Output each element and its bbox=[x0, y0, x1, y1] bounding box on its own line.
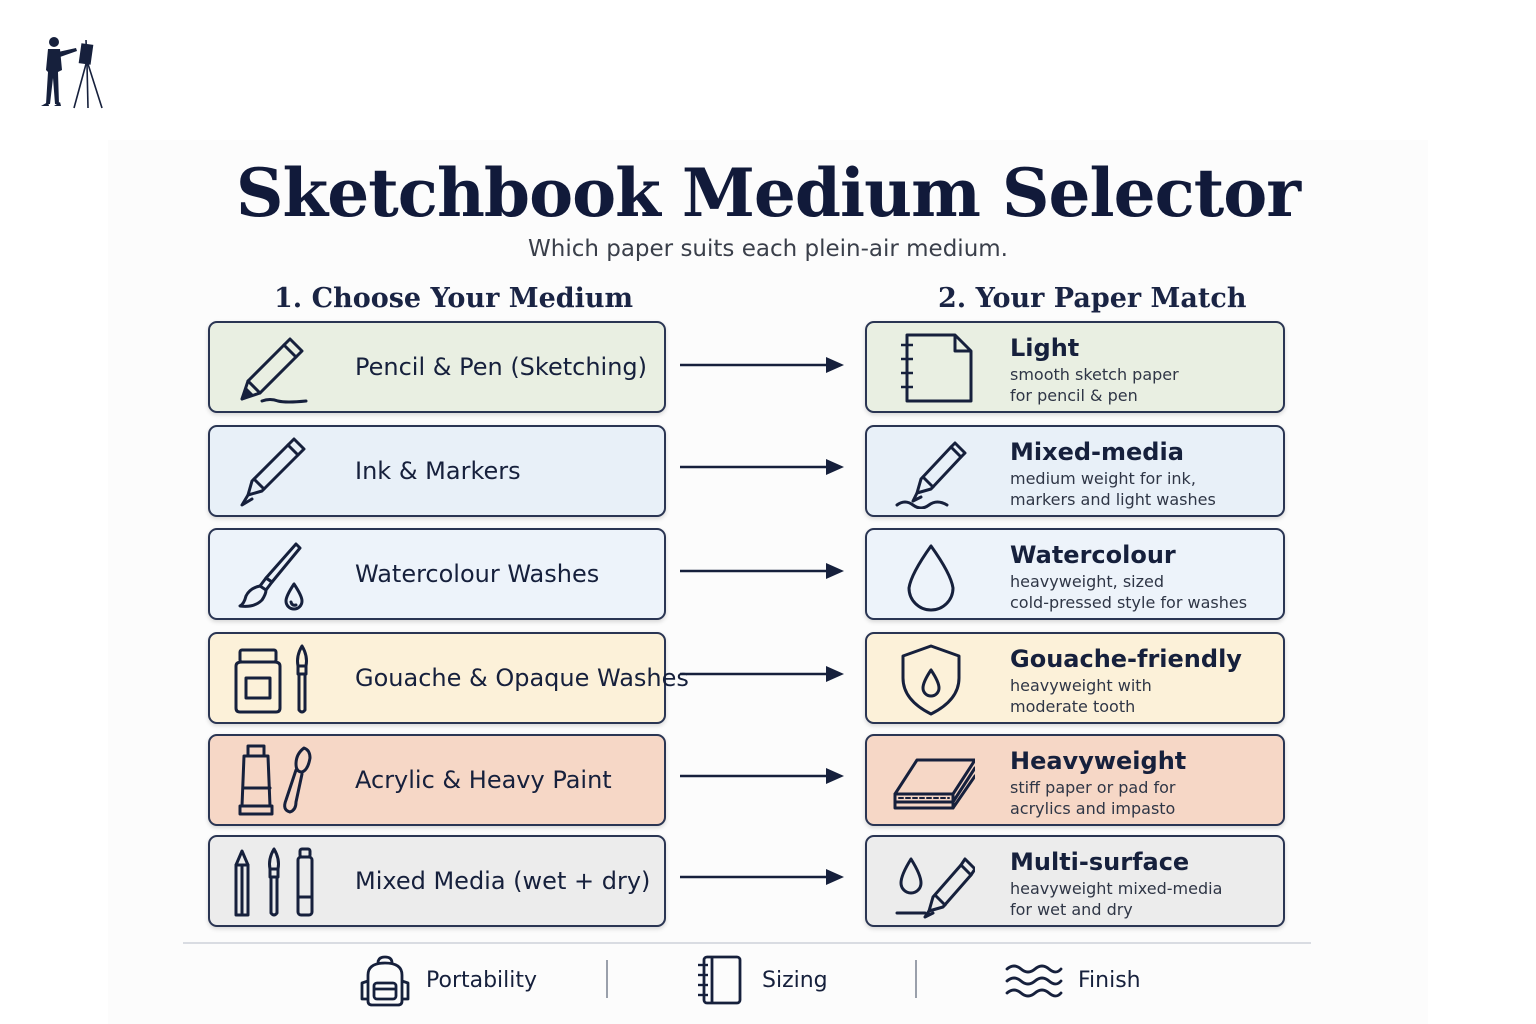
medium-label: Pencil & Pen (Sketching) bbox=[355, 353, 648, 381]
arrow-right-icon bbox=[678, 355, 846, 375]
brush-drop-icon bbox=[230, 538, 320, 612]
medium-card-acrylic[interactable] bbox=[208, 734, 666, 826]
paint-tube-brush-icon bbox=[230, 744, 320, 818]
paper-pad-icon bbox=[889, 744, 975, 818]
pencil-icon bbox=[230, 331, 320, 405]
medium-label: Ink & Markers bbox=[355, 457, 521, 485]
drop-pen-icon bbox=[889, 845, 975, 919]
shield-drop-icon bbox=[889, 642, 975, 716]
pen-wave-icon bbox=[889, 435, 975, 509]
paper-description: heavyweight with moderate tooth bbox=[1010, 676, 1152, 716]
arrow-right-icon bbox=[678, 664, 846, 684]
paper-description: heavyweight, sized cold-pressed style for washes bbox=[1010, 572, 1248, 612]
arrow-right-icon bbox=[678, 766, 846, 786]
paper-description: heavyweight mixed-media for wet and dry bbox=[1010, 879, 1223, 919]
footer-label: Sizing bbox=[762, 967, 828, 993]
medium-card-ink-markers[interactable] bbox=[208, 425, 666, 517]
water-drop-icon bbox=[889, 538, 975, 612]
medium-card-mixed-media[interactable] bbox=[208, 835, 666, 927]
footer-label: Portability bbox=[426, 967, 538, 993]
paper-name: Gouache-friendly bbox=[1010, 645, 1242, 673]
pencil-brush-marker-icon bbox=[230, 845, 320, 919]
medium-label: Gouache & Opaque Washes bbox=[355, 664, 689, 692]
medium-label: Acrylic & Heavy Paint bbox=[355, 766, 612, 794]
column-heading-paper: 2. Your Paper Match bbox=[938, 283, 1247, 314]
page-title: Sketchbook Medium Selector bbox=[235, 154, 1301, 232]
arrow-right-icon bbox=[678, 867, 846, 887]
paper-card-light[interactable] bbox=[865, 321, 1285, 413]
column-heading-medium: 1. Choose Your Medium bbox=[274, 283, 634, 314]
footer-item-finish[interactable] bbox=[1002, 950, 1141, 1010]
paper-card-heavyweight[interactable] bbox=[865, 734, 1285, 826]
footer-item-sizing[interactable] bbox=[694, 950, 828, 1010]
paper-name: Multi-surface bbox=[1010, 848, 1190, 876]
arrow-right-icon bbox=[678, 457, 846, 477]
paper-description: smooth sketch paper for pencil & pen bbox=[1010, 365, 1179, 405]
medium-label: Watercolour Washes bbox=[355, 560, 600, 588]
paper-name: Light bbox=[1010, 334, 1080, 362]
paper-name: Mixed-media bbox=[1010, 438, 1184, 466]
marker-icon bbox=[230, 435, 320, 509]
waves-icon bbox=[1002, 953, 1064, 1007]
notebook-icon bbox=[694, 953, 748, 1007]
medium-card-gouache[interactable] bbox=[208, 632, 689, 724]
paper-name: Watercolour bbox=[1010, 541, 1176, 569]
paper-name: Heavyweight bbox=[1010, 747, 1187, 775]
paint-jar-brush-icon bbox=[230, 642, 320, 716]
footer-item-portability[interactable] bbox=[358, 950, 537, 1010]
footer-divider bbox=[183, 942, 1311, 944]
paper-card-multi-surface[interactable] bbox=[865, 835, 1285, 927]
spiral-notebook-icon bbox=[889, 331, 975, 405]
footer-separator bbox=[606, 960, 608, 998]
paper-description: stiff paper or pad for acrylics and impasto bbox=[1010, 778, 1176, 818]
medium-card-watercolour[interactable] bbox=[208, 528, 666, 620]
paper-card-watercolour[interactable] bbox=[865, 528, 1285, 620]
page-subtitle: Which paper suits each plein-air medium. bbox=[528, 236, 1008, 262]
medium-card-pencil-pen[interactable] bbox=[208, 321, 666, 413]
backpack-icon bbox=[358, 953, 412, 1007]
footer-separator bbox=[915, 960, 917, 998]
paper-card-mixed-media[interactable] bbox=[865, 425, 1285, 517]
paper-description: medium weight for ink, markers and light washes bbox=[1010, 469, 1216, 509]
footer-label: Finish bbox=[1078, 967, 1141, 993]
medium-label: Mixed Media (wet + dry) bbox=[355, 867, 651, 895]
arrow-right-icon bbox=[678, 561, 846, 581]
painter-easel-logo-icon bbox=[38, 34, 108, 110]
paper-card-gouache-friendly[interactable] bbox=[865, 632, 1285, 724]
